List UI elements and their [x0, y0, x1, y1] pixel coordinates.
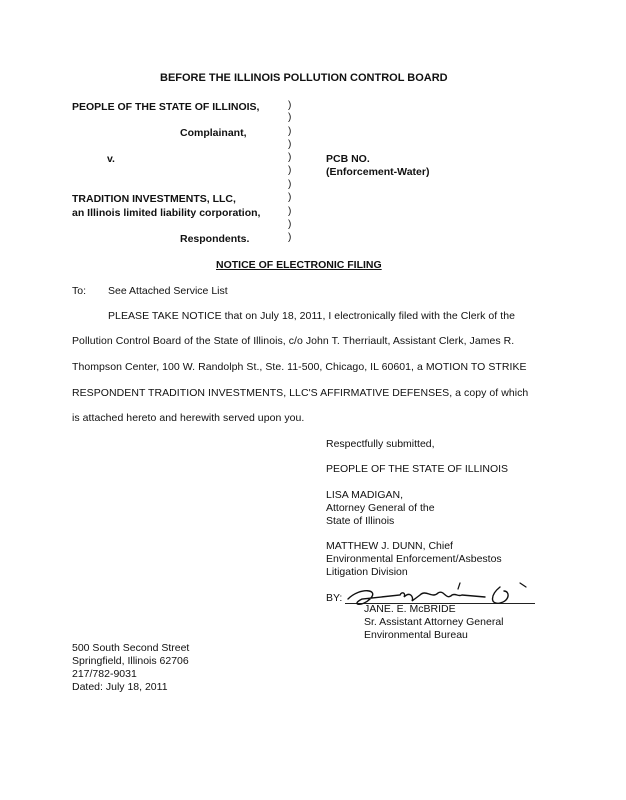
attorney-general-title: Attorney General of the [326, 502, 435, 514]
signer-title: Sr. Assistant Attorney General [364, 616, 504, 628]
chief-division-2: Litigation Division [326, 566, 408, 578]
caption-paren: ) [288, 206, 292, 217]
caption-paren: ) [288, 112, 292, 123]
closing: Respectfully submitted, [326, 438, 435, 450]
caption-paren: ) [288, 126, 292, 137]
defendant-name: TRADITION INVESTMENTS, LLC, [72, 193, 236, 205]
caption-paren: ) [288, 179, 292, 190]
pcb-number: PCB NO. [326, 153, 370, 165]
caption-paren: ) [288, 139, 292, 150]
body-line-5: is attached hereto and herewith served upon you. [72, 412, 305, 424]
document-title: BEFORE THE ILLINOIS POLLUTION CONTROL BOARD [160, 72, 448, 84]
versus-label: v. [107, 153, 115, 165]
plaintiff-name: PEOPLE OF THE STATE OF ILLINOIS, [72, 101, 260, 113]
body-line-4: RESPONDENT TRADITION INVESTMENTS, LLC'S AFFIRMATIVE DEFENSES, a copy of which [72, 387, 529, 399]
body-line-1: PLEASE TAKE NOTICE that on July 18, 2011, I electronically filed with the Clerk of the [108, 310, 515, 322]
by-label: BY: [326, 592, 343, 604]
to-value: See Attached Service List [108, 285, 228, 297]
case-type: (Enforcement-Water) [326, 166, 430, 178]
attorney-general-state: State of Illinois [326, 515, 395, 527]
notice-heading: NOTICE OF ELECTRONIC FILING [216, 259, 382, 271]
signer-name: JANE. E. McBRIDE [364, 603, 456, 615]
caption-paren: ) [288, 165, 292, 176]
body-line-3: Thompson Center, 100 W. Randolph St., Ste. 11-500, Chicago, IL 60601, a MOTION TO STRIKE [72, 361, 527, 373]
caption-paren: ) [288, 232, 292, 243]
date-line: Dated: July 18, 2011 [72, 681, 168, 693]
chief-name: MATTHEW J. DUNN, Chief [326, 540, 453, 552]
caption-paren: ) [288, 219, 292, 230]
body-line-2: Pollution Control Board of the State of Illinois, c/o John T. Therriault, Assistant Clerk, James R. [72, 335, 515, 347]
party-name: PEOPLE OF THE STATE OF ILLINOIS [326, 463, 509, 475]
complainant-label: Complainant, [180, 127, 247, 139]
chief-division: Environmental Enforcement/Asbestos [326, 553, 502, 565]
respondents-label: Respondents. [180, 233, 250, 245]
to-label: To: [72, 285, 87, 297]
caption-paren: ) [288, 152, 292, 163]
signer-bureau: Environmental Bureau [364, 629, 468, 641]
defendant-description: an Illinois limited liability corporation, [72, 207, 261, 219]
caption-paren: ) [288, 192, 292, 203]
attorney-general-name: LISA MADIGAN, [326, 489, 404, 501]
address-street: 500 South Second Street [72, 642, 190, 654]
address-city: Springfield, Illinois 62706 [72, 655, 189, 667]
address-phone: 217/782-9031 [72, 668, 137, 680]
caption-paren: ) [288, 100, 292, 111]
